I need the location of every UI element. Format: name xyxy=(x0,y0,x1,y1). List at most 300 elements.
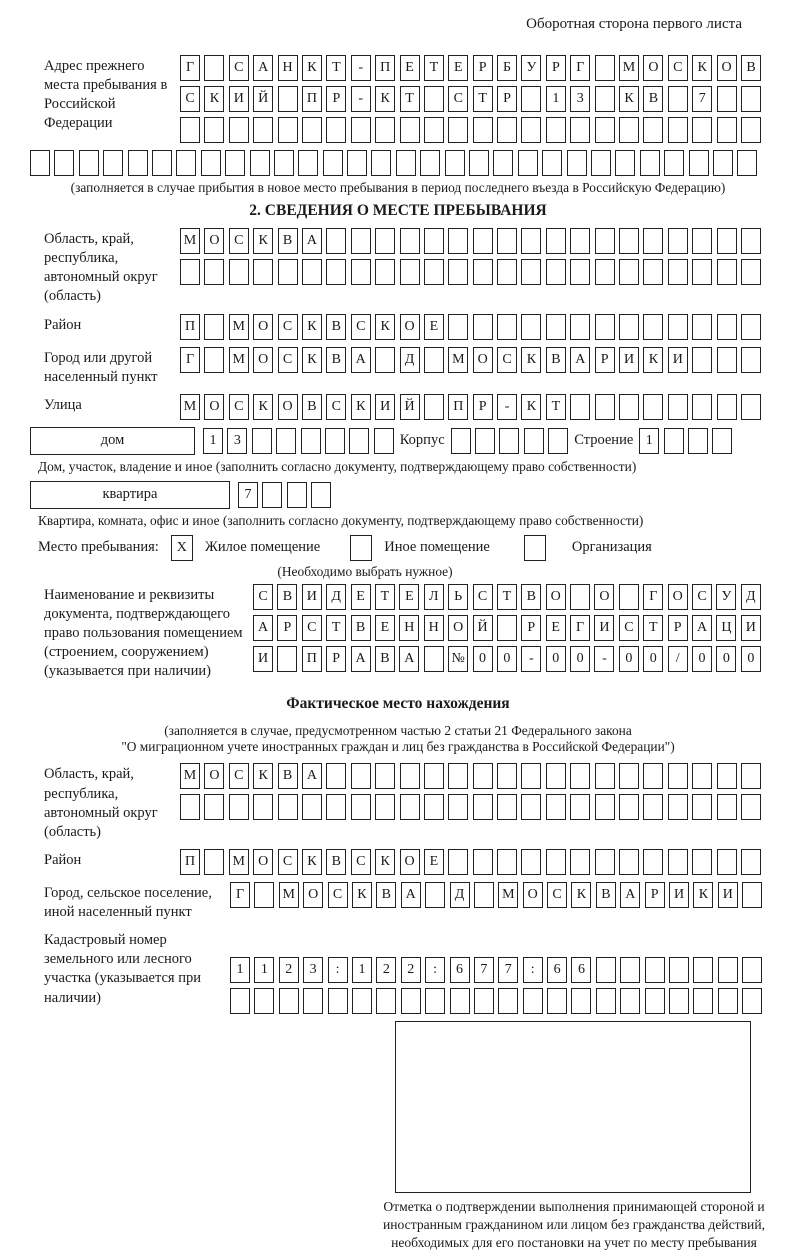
char-box[interactable]: Е xyxy=(424,314,444,340)
char-box[interactable] xyxy=(253,117,273,143)
char-box[interactable] xyxy=(741,763,761,789)
char-box[interactable]: В xyxy=(596,882,616,908)
char-box[interactable] xyxy=(375,228,395,254)
char-box[interactable] xyxy=(424,228,444,254)
char-box[interactable] xyxy=(546,228,566,254)
char-box[interactable]: К xyxy=(619,86,639,112)
char-box[interactable]: К xyxy=(302,314,322,340)
char-box[interactable]: Р xyxy=(546,55,566,81)
char-box[interactable]: В xyxy=(326,849,346,875)
char-box[interactable] xyxy=(326,259,346,285)
char-box[interactable] xyxy=(742,882,762,908)
char-box[interactable] xyxy=(424,763,444,789)
char-box[interactable]: П xyxy=(302,86,322,112)
char-box[interactable] xyxy=(546,117,566,143)
char-box[interactable]: 1 xyxy=(546,86,566,112)
checkbox-other-premises[interactable] xyxy=(350,535,372,561)
char-box[interactable] xyxy=(521,117,541,143)
char-box[interactable] xyxy=(278,86,298,112)
char-box[interactable] xyxy=(254,882,274,908)
char-box[interactable] xyxy=(448,314,468,340)
char-box[interactable]: И xyxy=(741,615,761,641)
char-box[interactable]: / xyxy=(668,646,688,672)
char-box[interactable] xyxy=(571,988,591,1014)
char-box[interactable]: С xyxy=(326,394,346,420)
char-box[interactable]: - xyxy=(594,646,614,672)
char-box[interactable]: А xyxy=(401,882,421,908)
char-box[interactable]: Л xyxy=(424,584,444,610)
char-box[interactable] xyxy=(741,86,761,112)
char-box[interactable] xyxy=(474,988,494,1014)
char-box[interactable]: : xyxy=(523,957,543,983)
char-box[interactable] xyxy=(717,314,737,340)
char-box[interactable]: Е xyxy=(546,615,566,641)
char-box[interactable] xyxy=(375,794,395,820)
char-box[interactable]: О xyxy=(668,584,688,610)
char-box[interactable] xyxy=(668,314,688,340)
char-box[interactable] xyxy=(425,882,445,908)
char-box[interactable] xyxy=(547,988,567,1014)
char-box[interactable] xyxy=(688,428,708,454)
char-box[interactable]: Р xyxy=(326,86,346,112)
char-box[interactable]: О xyxy=(303,882,323,908)
char-box[interactable]: М xyxy=(180,394,200,420)
char-box[interactable] xyxy=(276,428,296,454)
char-box[interactable]: 6 xyxy=(547,957,567,983)
char-box[interactable]: Т xyxy=(326,615,346,641)
char-box[interactable] xyxy=(668,394,688,420)
char-box[interactable]: Ц xyxy=(716,615,736,641)
char-box[interactable] xyxy=(668,117,688,143)
char-box[interactable]: О xyxy=(400,314,420,340)
char-box[interactable] xyxy=(521,763,541,789)
char-box[interactable]: - xyxy=(351,55,371,81)
char-box[interactable]: О xyxy=(278,394,298,420)
char-box[interactable]: В xyxy=(643,86,663,112)
char-box[interactable] xyxy=(328,988,348,1014)
char-box[interactable] xyxy=(400,228,420,254)
char-box[interactable] xyxy=(204,117,224,143)
char-box[interactable]: К xyxy=(375,849,395,875)
char-box[interactable] xyxy=(229,259,249,285)
char-box[interactable] xyxy=(713,150,733,176)
char-box[interactable] xyxy=(54,150,74,176)
char-box[interactable]: У xyxy=(716,584,736,610)
char-box[interactable]: 0 xyxy=(473,646,493,672)
char-box[interactable] xyxy=(229,117,249,143)
char-box[interactable]: 2 xyxy=(376,957,396,983)
char-box[interactable]: 3 xyxy=(227,428,247,454)
char-box[interactable]: В xyxy=(376,882,396,908)
char-box[interactable] xyxy=(620,988,640,1014)
char-box[interactable]: 0 xyxy=(570,646,590,672)
char-box[interactable] xyxy=(351,117,371,143)
char-box[interactable] xyxy=(401,988,421,1014)
char-box[interactable]: К xyxy=(204,86,224,112)
char-box[interactable] xyxy=(287,482,307,508)
char-box[interactable]: Т xyxy=(424,55,444,81)
char-box[interactable] xyxy=(326,763,346,789)
char-box[interactable]: С xyxy=(448,86,468,112)
char-box[interactable] xyxy=(475,428,495,454)
char-box[interactable]: К xyxy=(643,347,663,373)
char-box[interactable]: С xyxy=(229,763,249,789)
char-box[interactable] xyxy=(448,228,468,254)
char-box[interactable] xyxy=(595,763,615,789)
char-box[interactable] xyxy=(497,849,517,875)
char-box[interactable] xyxy=(668,763,688,789)
char-box[interactable] xyxy=(351,763,371,789)
char-box[interactable] xyxy=(741,347,761,373)
char-box[interactable] xyxy=(737,150,757,176)
char-box[interactable]: 7 xyxy=(238,482,258,508)
char-box[interactable] xyxy=(469,150,489,176)
char-box[interactable] xyxy=(424,394,444,420)
char-box[interactable]: К xyxy=(302,55,322,81)
char-box[interactable] xyxy=(274,150,294,176)
char-box[interactable]: К xyxy=(352,882,372,908)
char-box[interactable] xyxy=(619,228,639,254)
char-box[interactable] xyxy=(595,314,615,340)
char-box[interactable]: С xyxy=(278,849,298,875)
checkbox-residential[interactable]: X xyxy=(171,535,193,561)
char-box[interactable]: Т xyxy=(473,86,493,112)
char-box[interactable] xyxy=(204,55,224,81)
char-box[interactable]: К xyxy=(692,55,712,81)
char-box[interactable] xyxy=(424,117,444,143)
char-box[interactable] xyxy=(742,988,762,1014)
char-box[interactable] xyxy=(128,150,148,176)
char-box[interactable]: Р xyxy=(473,394,493,420)
char-box[interactable] xyxy=(473,763,493,789)
char-box[interactable] xyxy=(448,763,468,789)
char-box[interactable]: С xyxy=(180,86,200,112)
char-box[interactable] xyxy=(400,117,420,143)
char-box[interactable] xyxy=(349,428,369,454)
char-box[interactable] xyxy=(717,347,737,373)
char-box[interactable]: Г xyxy=(570,615,590,641)
char-box[interactable]: В xyxy=(375,646,395,672)
char-box[interactable]: М xyxy=(229,314,249,340)
char-box[interactable] xyxy=(497,794,517,820)
char-box[interactable]: М xyxy=(229,347,249,373)
char-box[interactable]: 6 xyxy=(450,957,470,983)
char-box[interactable] xyxy=(718,957,738,983)
char-box[interactable]: Т xyxy=(546,394,566,420)
char-box[interactable] xyxy=(424,646,444,672)
char-box[interactable] xyxy=(669,988,689,1014)
char-box[interactable] xyxy=(229,794,249,820)
char-box[interactable] xyxy=(668,849,688,875)
char-box[interactable]: В xyxy=(326,347,346,373)
char-box[interactable]: Т xyxy=(497,584,517,610)
char-box[interactable]: В xyxy=(741,55,761,81)
char-box[interactable]: Р xyxy=(668,615,688,641)
char-box[interactable] xyxy=(473,259,493,285)
char-box[interactable] xyxy=(420,150,440,176)
char-box[interactable] xyxy=(524,428,544,454)
char-box[interactable]: Т xyxy=(643,615,663,641)
char-box[interactable] xyxy=(693,988,713,1014)
char-box[interactable] xyxy=(712,428,732,454)
char-box[interactable] xyxy=(668,794,688,820)
char-box[interactable]: В xyxy=(302,394,322,420)
char-box[interactable] xyxy=(548,428,568,454)
char-box[interactable]: К xyxy=(693,882,713,908)
char-box[interactable] xyxy=(176,150,196,176)
char-box[interactable]: 1 xyxy=(254,957,274,983)
char-box[interactable] xyxy=(619,259,639,285)
char-box[interactable] xyxy=(570,394,590,420)
char-box[interactable] xyxy=(643,763,663,789)
char-box[interactable] xyxy=(546,314,566,340)
char-box[interactable]: К xyxy=(253,763,273,789)
char-box[interactable]: 6 xyxy=(571,957,591,983)
char-box[interactable] xyxy=(326,794,346,820)
char-box[interactable] xyxy=(692,228,712,254)
char-box[interactable] xyxy=(424,259,444,285)
char-box[interactable] xyxy=(225,150,245,176)
char-box[interactable]: Г xyxy=(643,584,663,610)
char-box[interactable]: Г xyxy=(180,55,200,81)
char-box[interactable]: Р xyxy=(595,347,615,373)
char-box[interactable] xyxy=(325,428,345,454)
char-box[interactable]: - xyxy=(497,394,517,420)
char-box[interactable] xyxy=(450,988,470,1014)
char-box[interactable]: М xyxy=(498,882,518,908)
char-box[interactable] xyxy=(424,347,444,373)
char-box[interactable]: Г xyxy=(180,347,200,373)
char-box[interactable] xyxy=(473,228,493,254)
char-box[interactable]: О xyxy=(594,584,614,610)
char-box[interactable]: С xyxy=(328,882,348,908)
char-box[interactable]: А xyxy=(570,347,590,373)
char-box[interactable]: 3 xyxy=(303,957,323,983)
char-box[interactable]: С xyxy=(547,882,567,908)
char-box[interactable] xyxy=(301,428,321,454)
char-box[interactable]: А xyxy=(620,882,640,908)
char-box[interactable] xyxy=(717,228,737,254)
char-box[interactable]: Й xyxy=(253,86,273,112)
char-box[interactable]: Д xyxy=(450,882,470,908)
char-box[interactable]: А xyxy=(253,55,273,81)
char-box[interactable] xyxy=(518,150,538,176)
char-box[interactable] xyxy=(473,849,493,875)
char-box[interactable] xyxy=(741,794,761,820)
char-box[interactable] xyxy=(742,957,762,983)
char-box[interactable] xyxy=(473,117,493,143)
char-box[interactable] xyxy=(546,794,566,820)
char-box[interactable]: Б xyxy=(497,55,517,81)
char-box[interactable]: Г xyxy=(230,882,250,908)
char-box[interactable] xyxy=(204,259,224,285)
char-box[interactable]: Д xyxy=(400,347,420,373)
char-box[interactable] xyxy=(521,314,541,340)
char-box[interactable]: М xyxy=(619,55,639,81)
char-box[interactable] xyxy=(718,988,738,1014)
char-box[interactable] xyxy=(595,55,615,81)
char-box[interactable]: Н xyxy=(278,55,298,81)
char-box[interactable] xyxy=(596,988,616,1014)
char-box[interactable] xyxy=(375,117,395,143)
char-box[interactable] xyxy=(619,763,639,789)
char-box[interactable]: Д xyxy=(326,584,346,610)
char-box[interactable] xyxy=(448,117,468,143)
char-box[interactable] xyxy=(250,150,270,176)
char-box[interactable]: 7 xyxy=(474,957,494,983)
char-box[interactable] xyxy=(351,259,371,285)
char-box[interactable]: Р xyxy=(521,615,541,641)
char-box[interactable] xyxy=(668,228,688,254)
char-box[interactable] xyxy=(230,988,250,1014)
char-box[interactable]: О xyxy=(448,615,468,641)
char-box[interactable] xyxy=(615,150,635,176)
char-box[interactable]: 1 xyxy=(230,957,250,983)
char-box[interactable] xyxy=(643,117,663,143)
char-box[interactable] xyxy=(570,228,590,254)
char-box[interactable]: К xyxy=(302,347,322,373)
char-box[interactable] xyxy=(741,228,761,254)
char-box[interactable] xyxy=(204,314,224,340)
char-box[interactable]: И xyxy=(229,86,249,112)
char-box[interactable]: 7 xyxy=(498,957,518,983)
char-box[interactable] xyxy=(692,259,712,285)
char-box[interactable] xyxy=(204,849,224,875)
char-box[interactable] xyxy=(620,957,640,983)
char-box[interactable] xyxy=(498,988,518,1014)
char-box[interactable] xyxy=(596,957,616,983)
char-box[interactable]: К xyxy=(571,882,591,908)
char-box[interactable] xyxy=(619,117,639,143)
char-box[interactable] xyxy=(692,794,712,820)
char-box[interactable]: Р xyxy=(645,882,665,908)
char-box[interactable] xyxy=(643,794,663,820)
char-box[interactable] xyxy=(278,794,298,820)
char-box[interactable] xyxy=(424,794,444,820)
char-box[interactable]: С xyxy=(278,347,298,373)
char-box[interactable] xyxy=(546,259,566,285)
char-box[interactable]: И xyxy=(253,646,273,672)
char-box[interactable] xyxy=(30,150,50,176)
char-box[interactable] xyxy=(180,794,200,820)
char-box[interactable]: С xyxy=(229,55,249,81)
char-box[interactable]: В xyxy=(546,347,566,373)
char-box[interactable] xyxy=(717,86,737,112)
char-box[interactable]: Т xyxy=(400,86,420,112)
char-box[interactable] xyxy=(253,259,273,285)
char-box[interactable]: О xyxy=(204,394,224,420)
char-box[interactable]: С xyxy=(278,314,298,340)
char-box[interactable] xyxy=(521,86,541,112)
char-box[interactable] xyxy=(374,428,394,454)
char-box[interactable]: П xyxy=(180,314,200,340)
char-box[interactable]: С xyxy=(302,615,322,641)
char-box[interactable] xyxy=(570,849,590,875)
char-box[interactable] xyxy=(521,849,541,875)
char-box[interactable] xyxy=(424,86,444,112)
char-box[interactable] xyxy=(497,314,517,340)
char-box[interactable]: А xyxy=(302,228,322,254)
char-box[interactable]: Е xyxy=(400,55,420,81)
char-box[interactable]: 1 xyxy=(203,428,223,454)
char-box[interactable] xyxy=(643,394,663,420)
char-box[interactable]: М xyxy=(279,882,299,908)
char-box[interactable]: Р xyxy=(473,55,493,81)
char-box[interactable] xyxy=(717,763,737,789)
char-box[interactable] xyxy=(521,259,541,285)
char-box[interactable] xyxy=(570,584,590,610)
char-box[interactable] xyxy=(669,957,689,983)
char-box[interactable] xyxy=(521,228,541,254)
char-box[interactable] xyxy=(595,794,615,820)
char-box[interactable]: 2 xyxy=(401,957,421,983)
char-box[interactable]: А xyxy=(253,615,273,641)
char-box[interactable]: О xyxy=(473,347,493,373)
char-box[interactable] xyxy=(741,849,761,875)
char-box[interactable] xyxy=(595,117,615,143)
char-box[interactable] xyxy=(567,150,587,176)
char-box[interactable] xyxy=(640,150,660,176)
char-box[interactable] xyxy=(254,988,274,1014)
char-box[interactable]: В xyxy=(521,584,541,610)
char-box[interactable] xyxy=(302,117,322,143)
char-box[interactable]: К xyxy=(302,849,322,875)
char-box[interactable]: 0 xyxy=(546,646,566,672)
char-box[interactable]: 7 xyxy=(692,86,712,112)
char-box[interactable]: К xyxy=(375,314,395,340)
char-box[interactable] xyxy=(351,794,371,820)
char-box[interactable]: О xyxy=(253,314,273,340)
char-box[interactable] xyxy=(474,882,494,908)
char-box[interactable] xyxy=(692,849,712,875)
char-box[interactable] xyxy=(645,988,665,1014)
char-box[interactable]: И xyxy=(302,584,322,610)
char-box[interactable]: С xyxy=(351,314,371,340)
char-box[interactable]: Е xyxy=(424,849,444,875)
char-box[interactable] xyxy=(448,849,468,875)
char-box[interactable] xyxy=(692,314,712,340)
char-box[interactable] xyxy=(278,259,298,285)
char-box[interactable]: - xyxy=(521,646,541,672)
char-box[interactable] xyxy=(595,228,615,254)
char-box[interactable]: С xyxy=(253,584,273,610)
char-box[interactable] xyxy=(375,347,395,373)
char-box[interactable]: И xyxy=(669,882,689,908)
char-box[interactable]: У xyxy=(521,55,541,81)
char-box[interactable]: О xyxy=(253,849,273,875)
char-box[interactable]: В xyxy=(277,584,297,610)
char-box[interactable]: С xyxy=(351,849,371,875)
char-box[interactable] xyxy=(445,150,465,176)
char-box[interactable] xyxy=(643,849,663,875)
char-box[interactable]: И xyxy=(619,347,639,373)
char-box[interactable]: Г xyxy=(570,55,590,81)
char-box[interactable] xyxy=(302,794,322,820)
char-box[interactable] xyxy=(473,314,493,340)
char-box[interactable] xyxy=(400,259,420,285)
char-box[interactable] xyxy=(277,646,297,672)
char-box[interactable]: Н xyxy=(424,615,444,641)
char-box[interactable]: П xyxy=(180,849,200,875)
char-box[interactable] xyxy=(376,988,396,1014)
char-box[interactable] xyxy=(595,849,615,875)
char-box[interactable] xyxy=(448,259,468,285)
char-box[interactable]: И xyxy=(594,615,614,641)
char-box[interactable] xyxy=(497,117,517,143)
char-box[interactable] xyxy=(689,150,709,176)
char-box[interactable]: Д xyxy=(741,584,761,610)
char-box[interactable] xyxy=(692,763,712,789)
